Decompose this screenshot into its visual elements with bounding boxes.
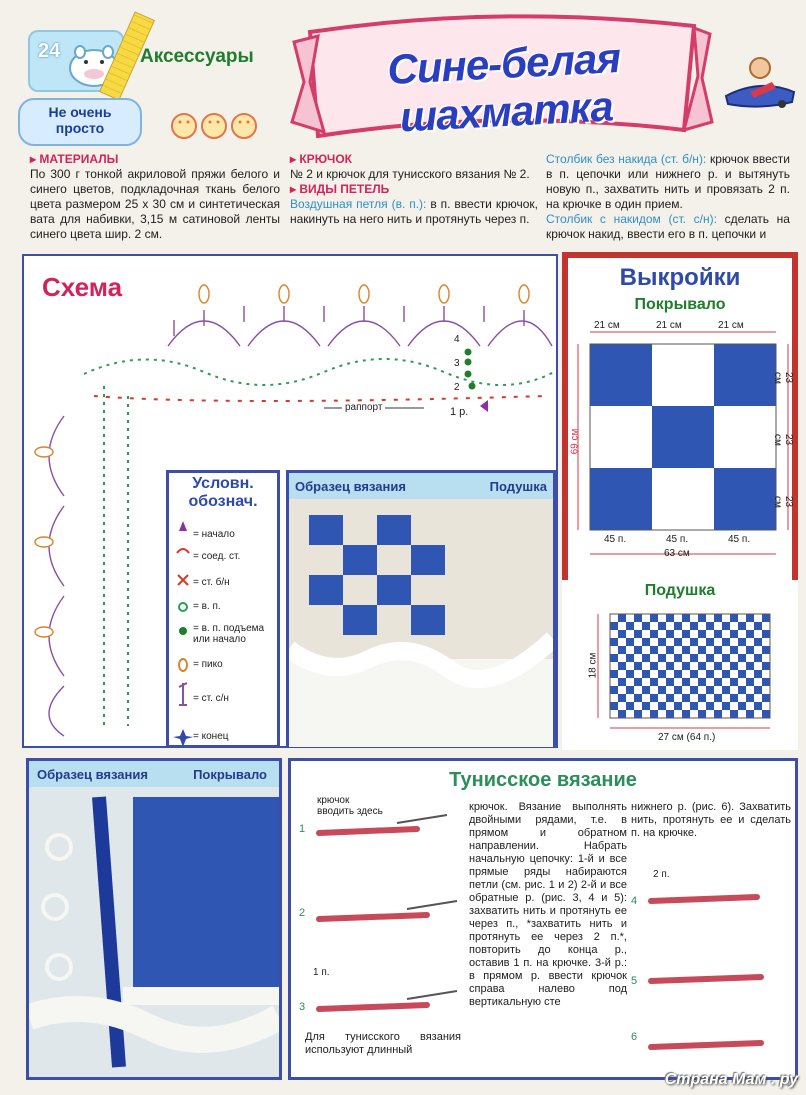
blanket-pattern-title: Покрывало xyxy=(634,296,726,313)
hook-heading: ▸ КРЮЧОК xyxy=(290,152,352,166)
double-crochet-icon xyxy=(179,683,187,705)
legend-panel xyxy=(166,470,280,748)
single-crochet-icon xyxy=(178,575,188,585)
fig-number-3: 3 xyxy=(299,1001,306,1013)
bottom-dim-1: 45 п. xyxy=(604,534,627,545)
materials-column xyxy=(30,152,280,242)
page-number: 24 xyxy=(38,40,61,62)
pillow-width: 27 см (64 п.) xyxy=(658,732,716,743)
schema-title: Схема xyxy=(42,272,123,302)
fig1-stitches xyxy=(319,829,417,833)
loop-label-2: 2 п. xyxy=(653,869,670,880)
bottom-dim-3: 45 п. xyxy=(728,534,751,545)
top-dim-2: 21 см xyxy=(656,320,682,331)
tunisian-figures-right xyxy=(637,865,777,1065)
loops-text: Воздушная петля (в. п.): в п. ввести крючок, накинуть на него нить и протянуть через п. xyxy=(290,197,538,226)
legend-item-dc: = ст. с/н xyxy=(193,693,229,704)
pillow-sample-sublabel: Подушка xyxy=(489,479,547,494)
legend-item-end: = конец xyxy=(193,731,229,742)
pillow-pattern-title: Подушка xyxy=(644,582,716,599)
sc-text: Столбик без накида (ст. б/н): крючок ввести в п. цепочки или нижнего р. и вытянуть новую п., захватить нить и провязать 2 п. на крючке в один прием. xyxy=(546,152,790,211)
fig4-stitches xyxy=(651,897,757,901)
bottom-total: 63 см xyxy=(664,548,690,559)
fig6-stitches xyxy=(651,1043,761,1047)
legend-item-slip: = соед. ст. xyxy=(193,551,241,562)
tunisian-text-col1: крючок. Вязание выполнять двойными рядами, т.е. в прямом и обратном направлении. Набрать начальную цепочку: 1-й и все прямые ряды набираются петли (см. рис. 1 и 2) 2-й и все обратные р. (рис. 3, 4 и 5): захватить нить и протянуть ее через п., *захватить нить и протянуть ее через 2 п.*, повторить до конца р., оставив 1 п. на крючке. 3-й р.: в прямом р. ввести крючок справа налево под вертикальную сте xyxy=(469,801,627,1008)
fig-number-1: 1 xyxy=(299,823,306,835)
left-dim: 69 см xyxy=(569,428,581,455)
tunisian-caption: Для тунисского вязания используют длинный xyxy=(305,1031,461,1056)
tunisian-text-col2: нижнего р. (рис. 6). Захватить нить, протянуть ее и сделать п. на крючке. xyxy=(631,801,791,839)
right-dim-1: 23 см xyxy=(772,372,794,384)
hook-column xyxy=(290,152,538,227)
row-number-4: 4 xyxy=(454,334,460,345)
row-number-2: 2 xyxy=(454,382,460,393)
legend-item-turning: = в. п. подъема или начало xyxy=(193,623,265,645)
tunisian-title: Тунисское вязание xyxy=(449,769,637,791)
pillow-sample-photo xyxy=(286,470,556,748)
top-dim-3: 21 см xyxy=(718,320,744,331)
legend-symbols xyxy=(173,517,193,757)
title-banner xyxy=(290,12,714,144)
patterns-panel xyxy=(562,252,798,588)
end-symbol-icon xyxy=(173,729,193,747)
fig-number-6: 6 xyxy=(631,1031,638,1043)
rapport-label: раппорт xyxy=(342,402,385,413)
page-title: Сине-белая шахматка xyxy=(386,33,622,141)
legend-item-chain: = в. п. xyxy=(193,601,221,612)
knit-blanket-image xyxy=(29,787,279,1077)
fig2-stitches xyxy=(319,915,427,919)
blanket-sample-label: Образец вязания xyxy=(37,767,148,782)
stitches-column xyxy=(546,152,790,242)
pillow-sample-label: Образец вязания xyxy=(295,479,406,494)
ducks-icon xyxy=(168,100,260,144)
tunisian-panel xyxy=(288,758,798,1080)
section-label: Аксессуары xyxy=(140,46,254,67)
knit-pillow-image xyxy=(289,499,553,747)
row-one-label: 1 р. xyxy=(450,406,469,418)
watermark: Страна Мам . ру xyxy=(664,1071,798,1088)
chain-icon xyxy=(179,603,187,611)
loop-label-1: 1 п. xyxy=(313,967,330,978)
difficulty-badge: Не очень просто xyxy=(18,98,142,146)
pillow-pattern-panel xyxy=(562,580,798,750)
row-number-3: 3 xyxy=(454,358,460,369)
legend-item-picot: = пико xyxy=(193,659,223,670)
pillow-checker xyxy=(610,614,770,718)
fig5-stitches xyxy=(651,977,761,981)
top-dim-1: 21 см xyxy=(594,320,620,331)
materials-text: По 300 г тонкой акриловой пряжи белого и синего цветов, подкладочная ткань белого цвета размером 25 х 30 см и синтетическая вата для набивки, 3,15 м сатиновой ленты синего цвета шир. 2 см. xyxy=(30,167,280,241)
right-dim-2: 23 см xyxy=(772,434,794,446)
turning-chain-icon xyxy=(179,627,187,635)
slip-stitch-icon xyxy=(177,549,189,553)
dc-text: Столбик с накидом (ст. с/н): сделать на крючок накид, ввести его в п. цепочки и xyxy=(546,212,790,241)
patterns-title: Выкройки xyxy=(619,264,741,291)
legend-item-start: = начало xyxy=(193,529,235,540)
fig-number-4: 4 xyxy=(631,895,638,907)
pillow-height: 18 см xyxy=(587,652,599,679)
legend-title: Условн. обознач. xyxy=(188,475,258,510)
fig3-stitches xyxy=(319,1005,427,1009)
loops-heading: ▸ ВИДЫ ПЕТЕЛЬ xyxy=(290,182,390,196)
checker-squares xyxy=(590,344,776,530)
materials-heading: ▸ МАТЕРИАЛЫ xyxy=(30,152,119,166)
blanket-sample-photo xyxy=(26,758,282,1080)
bottom-dim-2: 45 п. xyxy=(666,534,689,545)
hook-text: № 2 и крючок для тунисского вязания № 2. xyxy=(290,167,530,181)
fig-number-5: 5 xyxy=(631,975,638,987)
picot-icon xyxy=(179,659,187,671)
fig-number-2: 2 xyxy=(299,907,306,919)
right-dim-3: 23 см xyxy=(772,496,794,508)
blanket-sample-sublabel: Покрывало xyxy=(193,767,267,782)
airplane-icon xyxy=(720,52,800,116)
hook-note: крючок вводить здесь xyxy=(317,795,383,817)
legend-item-sc: = ст. б/н xyxy=(193,577,230,588)
start-symbol-icon xyxy=(179,521,187,531)
